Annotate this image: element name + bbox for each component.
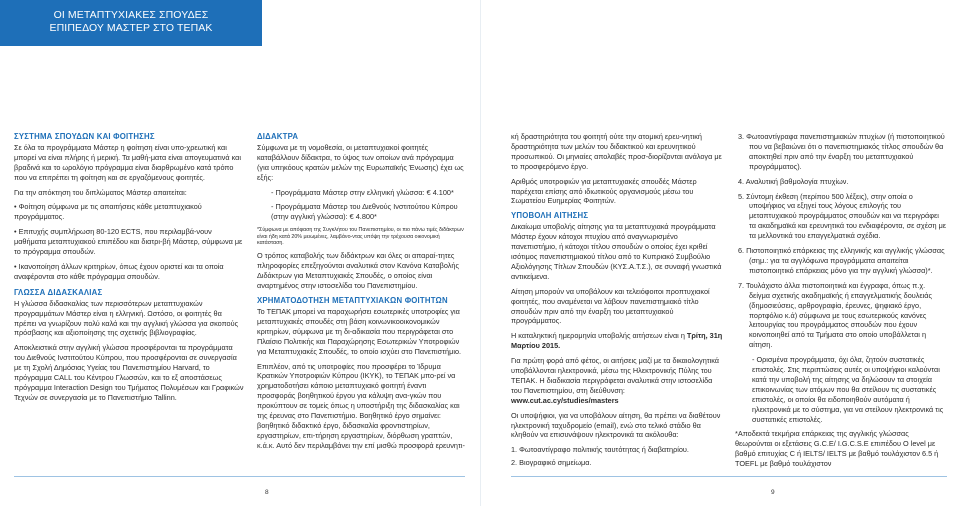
heading-study-system: ΣΥΣΤΗΜΑ ΣΠΟΥΔΩΝ ΚΑΙ ΦΟΙΤΗΣΗΣ bbox=[14, 132, 155, 141]
document-item-2: 2. Βιογραφικό σημείωμα. bbox=[511, 458, 592, 468]
paragraph: Σε όλα τα προγράμματα Μάστερ η φοίτηση είναι υπο-χρεωτική και μπορεί να είναι πλήρης ή μερική. Τα μαθή-ματα είναι απογευματινά και βραδινά και το ωρολόγιο πρόγραμμα είναι διαρθρωμένο κατά τρόπο που να επιτρέπει τη φοίτηση και σε εργαζόμενους φοιτητές. bbox=[14, 142, 241, 182]
right-page bbox=[480, 0, 960, 506]
paragraph: Δικαίωμα υποβολής αίτησης για τα μεταπτυχιακά προγράμματα Μάστερ έχουν κάτοχοι πτυχίου από αναγνωρισμένο πανεπιστήμιο, ή κάτοχοι τίτλου σπουδών ο οποίος έχει κριθεί ισότιμος πανεπιστημιακού τίτλου από το Κυπριακό Συμβούλιο Αξιολόγησης Τίτλων Σπουδών (ΚΥΣ.Α.Τ.Σ.), σε συναφή γνωστικά αντικείμενα. bbox=[511, 222, 722, 281]
deadline-date: Τρίτη, 31η Μαρτίου 2015. bbox=[511, 331, 723, 351]
footer-rule bbox=[14, 476, 465, 477]
column-4 bbox=[735, 132, 947, 474]
heading-tuition: ΔΙΔΑΚΤΡΑ bbox=[257, 132, 299, 141]
paragraph: Το ΤΕΠΑΚ μπορεί να παραχωρήσει εσωτερικές υποτροφίες για μεταπτυχιακές σπουδές στη βάση κοινωνικοοικονομικών κριτηρίων, σύμφωνα με τη δι-αδικασία που περιγράφεται στο Πλαίσιο Πολιτικής και Παραχώρησης Εσωτερικών Υποτροφιών για Μεταπτυχιακές Σπουδές, το οποίο ισχύει στο Πανεπιστήμιο. bbox=[257, 307, 462, 356]
banner-title-line2: ΕΠΙΠΕΔΟΥ ΜΑΣΤΕΡ ΣΤΟ ΤΕΠΑΚ bbox=[49, 22, 213, 34]
bullet-item: • Φοίτηση σύμφωνα με τις απαιτήσεις κάθε μεταπτυχιακού προγράμματος. bbox=[14, 202, 202, 222]
heading-language: ΓΛΩΣΣΑ ΔΙΔΑΣΚΑΛΙΑΣ bbox=[14, 287, 103, 297]
document-item-7: 7. Τουλάχιστο άλλα πιστοποιητικά και έγγραφα, όπως π.χ. δείγμα σχετικής ακαδημαϊκής ή επαγγελματικής δουλειάς (δημοσιεύσεις, αρθρογραφία, έρευνες, ψηφιακό έργο, πορτφόλιο κ.ά) σύμφωνα με τους εσωτερικούς κανόνες λειτουργίας του προγράμματος σπουδών που έχουν κοινοποιηθεί από τα Τμήματα στο οποίο υποβάλλεται η αίτηση. bbox=[738, 280, 933, 350]
document-item-3: 3. Φωτοαντίγραφα πανεπιστημιακών πτυχίων (ή πιστοποιητικού που να βεβαιώνει ότι ο πανεπιστημιακός τίτλος σπουδών θα αποκτηθεί πριν από την έναρξη του μεταπτυχιακού προγράμματος). bbox=[738, 132, 945, 171]
column-1 bbox=[14, 132, 244, 408]
bullet-item: • Ικανοποίηση άλλων κριτηρίων, όπως έχουν οριστεί και τα οποία αναφέρονται στο κάθε πρόγραμμα σπουδών. bbox=[14, 261, 224, 281]
heading-funding: ΧΡΗΜΑΤΟΔΟΤΗΣΗ ΜΕΤΑΠΤΥΧΙΑΚΩΝ ΦΟΙΤΗΤΩΝ bbox=[257, 296, 448, 306]
paragraph: Αποκλειστικά στην αγγλική γλώσσα προσφέρονται τα προγράμματα του Διεθνούς Ινστιτούτου Κύπρου, που προσφέρονται σε συνεργασία με τη Σχολή Δημόσιας Υγείας του Πανεπιστημίου Harvard, το πρόγραμμα CALL του Κέντρου Γλωσσών, και το εξ αποστάσεως πρόγραμμα Interaction Design του Τμήματος Πολυμέσων και Γραφικών Τεχνών σε συνεργασία με το Πανεπιστήμιο Tallinn. bbox=[14, 343, 244, 402]
banner-title-line1: ΟΙ ΜΕΤΑΠΤΥΧΙΑΚΕΣ ΣΠΟΥΔΕΣ bbox=[53, 9, 209, 21]
tuition-footnote: *Σύμφωνα με απόφαση της Συγκλήτου του Πανεπιστημίου, οι πιο πάνω τιμές διδάκτρων είναι ήδη κατά 20% μειωμένες, λαμβάνο-ντας υπόψη την τρέχουσα οικονομική κατάσταση. bbox=[257, 227, 464, 247]
column-2 bbox=[257, 132, 465, 456]
footer-rule bbox=[511, 476, 947, 477]
paragraph: Αριθμός υποτροφιών για μεταπτυχιακές σπουδές Μάστερ παρέχεται επίσης από ιδιωτικούς οργανισμούς μέσω του Σωματείου Ευημερίας Φοιτητών. bbox=[511, 176, 697, 206]
paragraph: Αίτηση μπορούν να υποβάλουν και τελειόφοιτοι προπτυχιακοί φοιτητές, που αναμένεται να λάβουν πανεπιστημιακό τίτλο σπουδών πριν από την έναρξη του μεταπτυχιακού προγράμματος. bbox=[511, 286, 710, 326]
heading-application: ΥΠΟΒΟΛΗ ΑΙΤΗΣΗΣ bbox=[511, 211, 589, 221]
document-item-6: 6. Πιστοποιητικό επάρκειας της ελληνικής και αγγλικής γλώσσας (σημ.: για τα αγγλόφωνα προγράμματα απαιτείται πιστοποιητικό επάρκειας μόνο για την αγγλική γλώσσα)*. bbox=[738, 246, 945, 275]
section-banner bbox=[0, 0, 262, 46]
masters-link[interactable]: www.cut.ac.cy/studies/masters bbox=[511, 395, 619, 405]
paragraph: Για την απόκτηση του διπλώματος Μάστερ απαιτείται: bbox=[14, 187, 187, 197]
paragraph: Σύμφωνα με τη νομοθεσία, οι μεταπτυχιακοί φοιτητές καταβάλλουν δίδακτρα, το ύψος των οποίων ανά πρόγραμμα (για υπηκόους κρατών μελών της Ευρωπαϊκής Ένωσης) έχει ως εξής: bbox=[257, 142, 464, 182]
recommendation-note: - Ορισμένα προγράμματα, όχι όλα, ζητούν συστατικές επιστολές. Στις περιπτώσεις αυτές οι υποψήφιοι καλούνται κατά την υποβολή της αίτησης να δηλώσουν τα στοιχεία επικοινωνίας των ατόμων που θα στείλουν τις συστατικές επιστολές, οι οποίοι θα ειδοποιηθούν αυτόματα ή ηλεκτρονικά με το σύστημα, για να στείλουν ηλεκτρονικά τις συστατικές επιστολές. bbox=[752, 355, 944, 424]
document-item-4: 4. Αναλυτική βαθμολογία πτυχίων. bbox=[738, 176, 849, 186]
bullet-item: • Επιτυχής συμπλήρωση 80-120 ECTS, που περιλαμβά-νουν μαθήματα μεταπτυχιακού επιπέδου και διατρι-βή Μάστερ, σύμφωνα με το πρόγραμμα σπουδών. bbox=[14, 227, 243, 257]
tuition-item-international: - Προγράμματα Μάστερ του Διεθνούς Ινστιτούτου Κύπρου (στην αγγλική γλώσσα): € 4.800* bbox=[271, 202, 458, 222]
page-number-right: 9 bbox=[771, 489, 775, 496]
tuition-item-greek: - Προγράμματα Μάστερ στην ελληνική γλώσσα: € 4.100* bbox=[271, 187, 454, 197]
page-number-left: 8 bbox=[265, 489, 269, 496]
paragraph: Ο τρόπος καταβολής των διδάκτρων και όλες οι απαραί-τητες πληροφορίες επεξηγούνται αναλυτικά στον Κανόνα Καταβολής Διδάκτρων για Μεταπτυχιακές Σπουδές, ο οποίος είναι αναρτημένος στην ιστοσελίδα του Πανεπιστημίου. bbox=[257, 251, 459, 291]
online-text: Για πρώτη φορά από φέτος, οι αιτήσεις μαζί με τα δικαιολογητικά υποβάλλονται ηλεκτρονικά, μέσω της Ηλεκτρονικής Πύλης του ΤΕΠΑΚ. Η διαδικασία περιγράφεται αναλυτικά στην ιστοσελίδα του Πανεπιστημίου, στη διεύθυνση: bbox=[511, 356, 720, 395]
deadline-text: Η καταληκτική ημερομηνία υποβολής αιτήσεων είναι η bbox=[511, 331, 687, 341]
paragraph: Οι υποψήφιοι, για να υποβάλουν αίτηση, θα πρέπει να διαθέτουν ηλεκτρονική ταχυδρομείο (email), ενώ στο τελικό στάδιο θα κληθούν να επισυνάψουν ηλεκτρονικά τα ακόλουθα: bbox=[511, 410, 721, 440]
document-item-1: 1. Φωτοαντίγραφο πολιτικής ταυτότητας ή διαβατηρίου. bbox=[511, 445, 689, 455]
online-paragraph bbox=[511, 356, 723, 406]
document-item-5: 5. Σύντομη έκθεση (περίπου 500 λέξεις), στην οποία ο υποψήφιος να εξηγεί τους λόγους επιλογής του μεταπτυχιακού προγράμματος σπουδών και να περιγράφει τα ακαδημαϊκά και ερευνητικά του ενδιαφέροντα, σε σχέση με τα μελλοντικά του επαγγελματικά σχέδια. bbox=[738, 191, 947, 241]
paragraph: Επιπλέον, από τις υποτροφίες που προσφέρει το Ίδρυμα Κρατικών Υποτροφιών Κύπρου (ΙΚΥΚ), το ΤΕΠΑΚ μπο-ρεί να χρηματοδοτήσει κάποιο μεταπτυχιακό φοιτητή έναντι προσφοράς βοηθητικού έργου για κάλυψη ανα-γκών που προκύπτουν σε τομείς όπως η υποστήριξη της διδασκαλίας και της έρευνας στο Πανεπιστήμιο. Βοηθητικό έργο σημαίνει: βοηθητικό διδακτικό έργο, διδασκαλία φροντιστηρίων, εργαστηρίων, επι-τήρηση εργαστηρίων, διόρθωση γραπτών, κ.ά.κ. Αυτό δεν περιλαμβάνει την επί μισθώ προσφορά ερευνητι- bbox=[257, 361, 465, 450]
column-3 bbox=[511, 132, 723, 468]
paragraph: Η γλώσσα διδασκαλίας των περισσότερων μεταπτυχιακών προγραμμάτων Μάστερ είναι η ελληνική. Ωστόσο, οι φοιτητές θα πρέπει να γνωρίζουν πολύ καλά και την αγγλική γλώσσα για σκοπούς πρόσβασης και αξιοποίησης της σχετικής βιβλιογραφίας. bbox=[14, 298, 239, 338]
paragraph: κή δραστηριότητα του φοιτητή ούτε την ατομική ερευ-νητική δραστηριότητα των μελών του διδακτικού και ερευνητικού προσωπικού. Οι μηνιαίες απολαβές προσ-διορίζονται ανάλογα με το προσφερόμενο έργο. bbox=[511, 132, 722, 171]
language-footnote: *Αποδεκτά τεκμήρια επάρκειας της αγγλικής γλώσσας θεωρούνται οι εξετάσεις G.C.E/ I.G.C.S.E επιπέδου O level με βαθμό επιτυχίας C ή IELTS/ IELTS με βαθμό τουλάχιστον 6.5 ή TOEFL με βαθμό τουλάχιστον bbox=[735, 429, 939, 469]
deadline-paragraph bbox=[511, 331, 723, 351]
